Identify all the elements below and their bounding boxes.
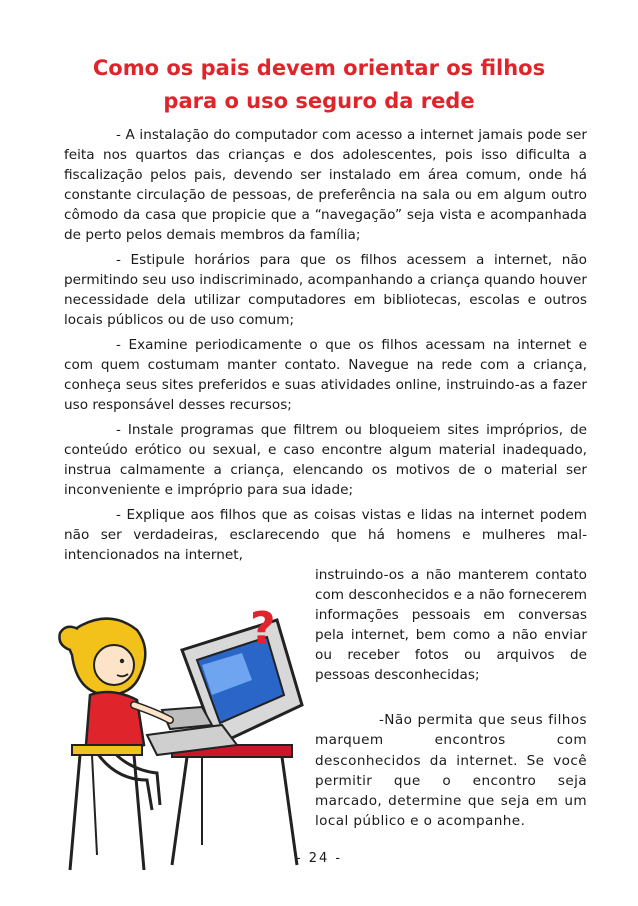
paragraph-schedule: - Estipule horários para que os filhos acessem a internet, não permitindo seu uso indiscriminado, acompanhando a criança quando houver necessidade dela utilizar computadores em bibliotecas, escolas e outros locais públicos ou de uso comum; [64,252,587,328]
paragraph-filter-programs: - Instale programas que filtrem ou bloqueiem sites impróprios, de conteúdo erótico ou sexual, e caso encontre algum material inadequado, instrua calmamente a criança, elencando os motivos de o material ser inconveniente e impróprio para sua idade; [64,422,587,498]
paragraph-monitor-access: - Examine periodicamente o que os filhos acessam na internet e com quem costumam manter contato. Navegue na rede com a criança, conheça seus sites preferidos e suas atividades online, instruindo-as a fazer uso responsável desses recursos; [64,337,587,413]
body-text [64,125,587,570]
page-number: - 24 - [295,851,343,866]
paragraph-no-meetings: -Não permita que seus filhos marquem encontros com desconhecidos da internet. Se você permitir que o encontro seja marcado, determine que seja em um local público e o acompanhe. [315,712,587,830]
paragraph-computer-location: - A instalação do computador com acesso a internet jamais pode ser feita nos quartos das crianças e dos adolescentes, pois isso dificulta a fiscalização pelos pais, devendo ser instalado em área comum, onde há constante circulação de pessoas, de preferência na sala ou em algum outro cômodo da casa que propicie que a “navegação” seja vista e acompanhada de perto pelos demais membros da família; [64,127,587,243]
computer [147,620,302,755]
desk [172,745,297,865]
question-mark-icon: ? [250,603,276,654]
page-title [40,52,598,118]
paragraph-explain-content: - Explique aos filhos que as coisas vistas e lidas na internet podem não ser verdadeiras, esclarecendo que há homens e mulheres mal-intencionados na internet, [64,507,587,563]
title-line-1: Como os pais devem orientar os filhos [92,56,546,80]
paragraph-explain-content-continuation: instruindo-os a não manterem contato com desconhecidos e a não fornecerem informações pessoais em conversas pela internet, bem como a não enviar ou receber fotos ou arquivos de pessoas desconhecidas; [315,567,587,683]
title-line-2: para o uso seguro da rede [163,89,475,113]
child [59,619,170,810]
child-at-computer-illustration [52,595,310,877]
